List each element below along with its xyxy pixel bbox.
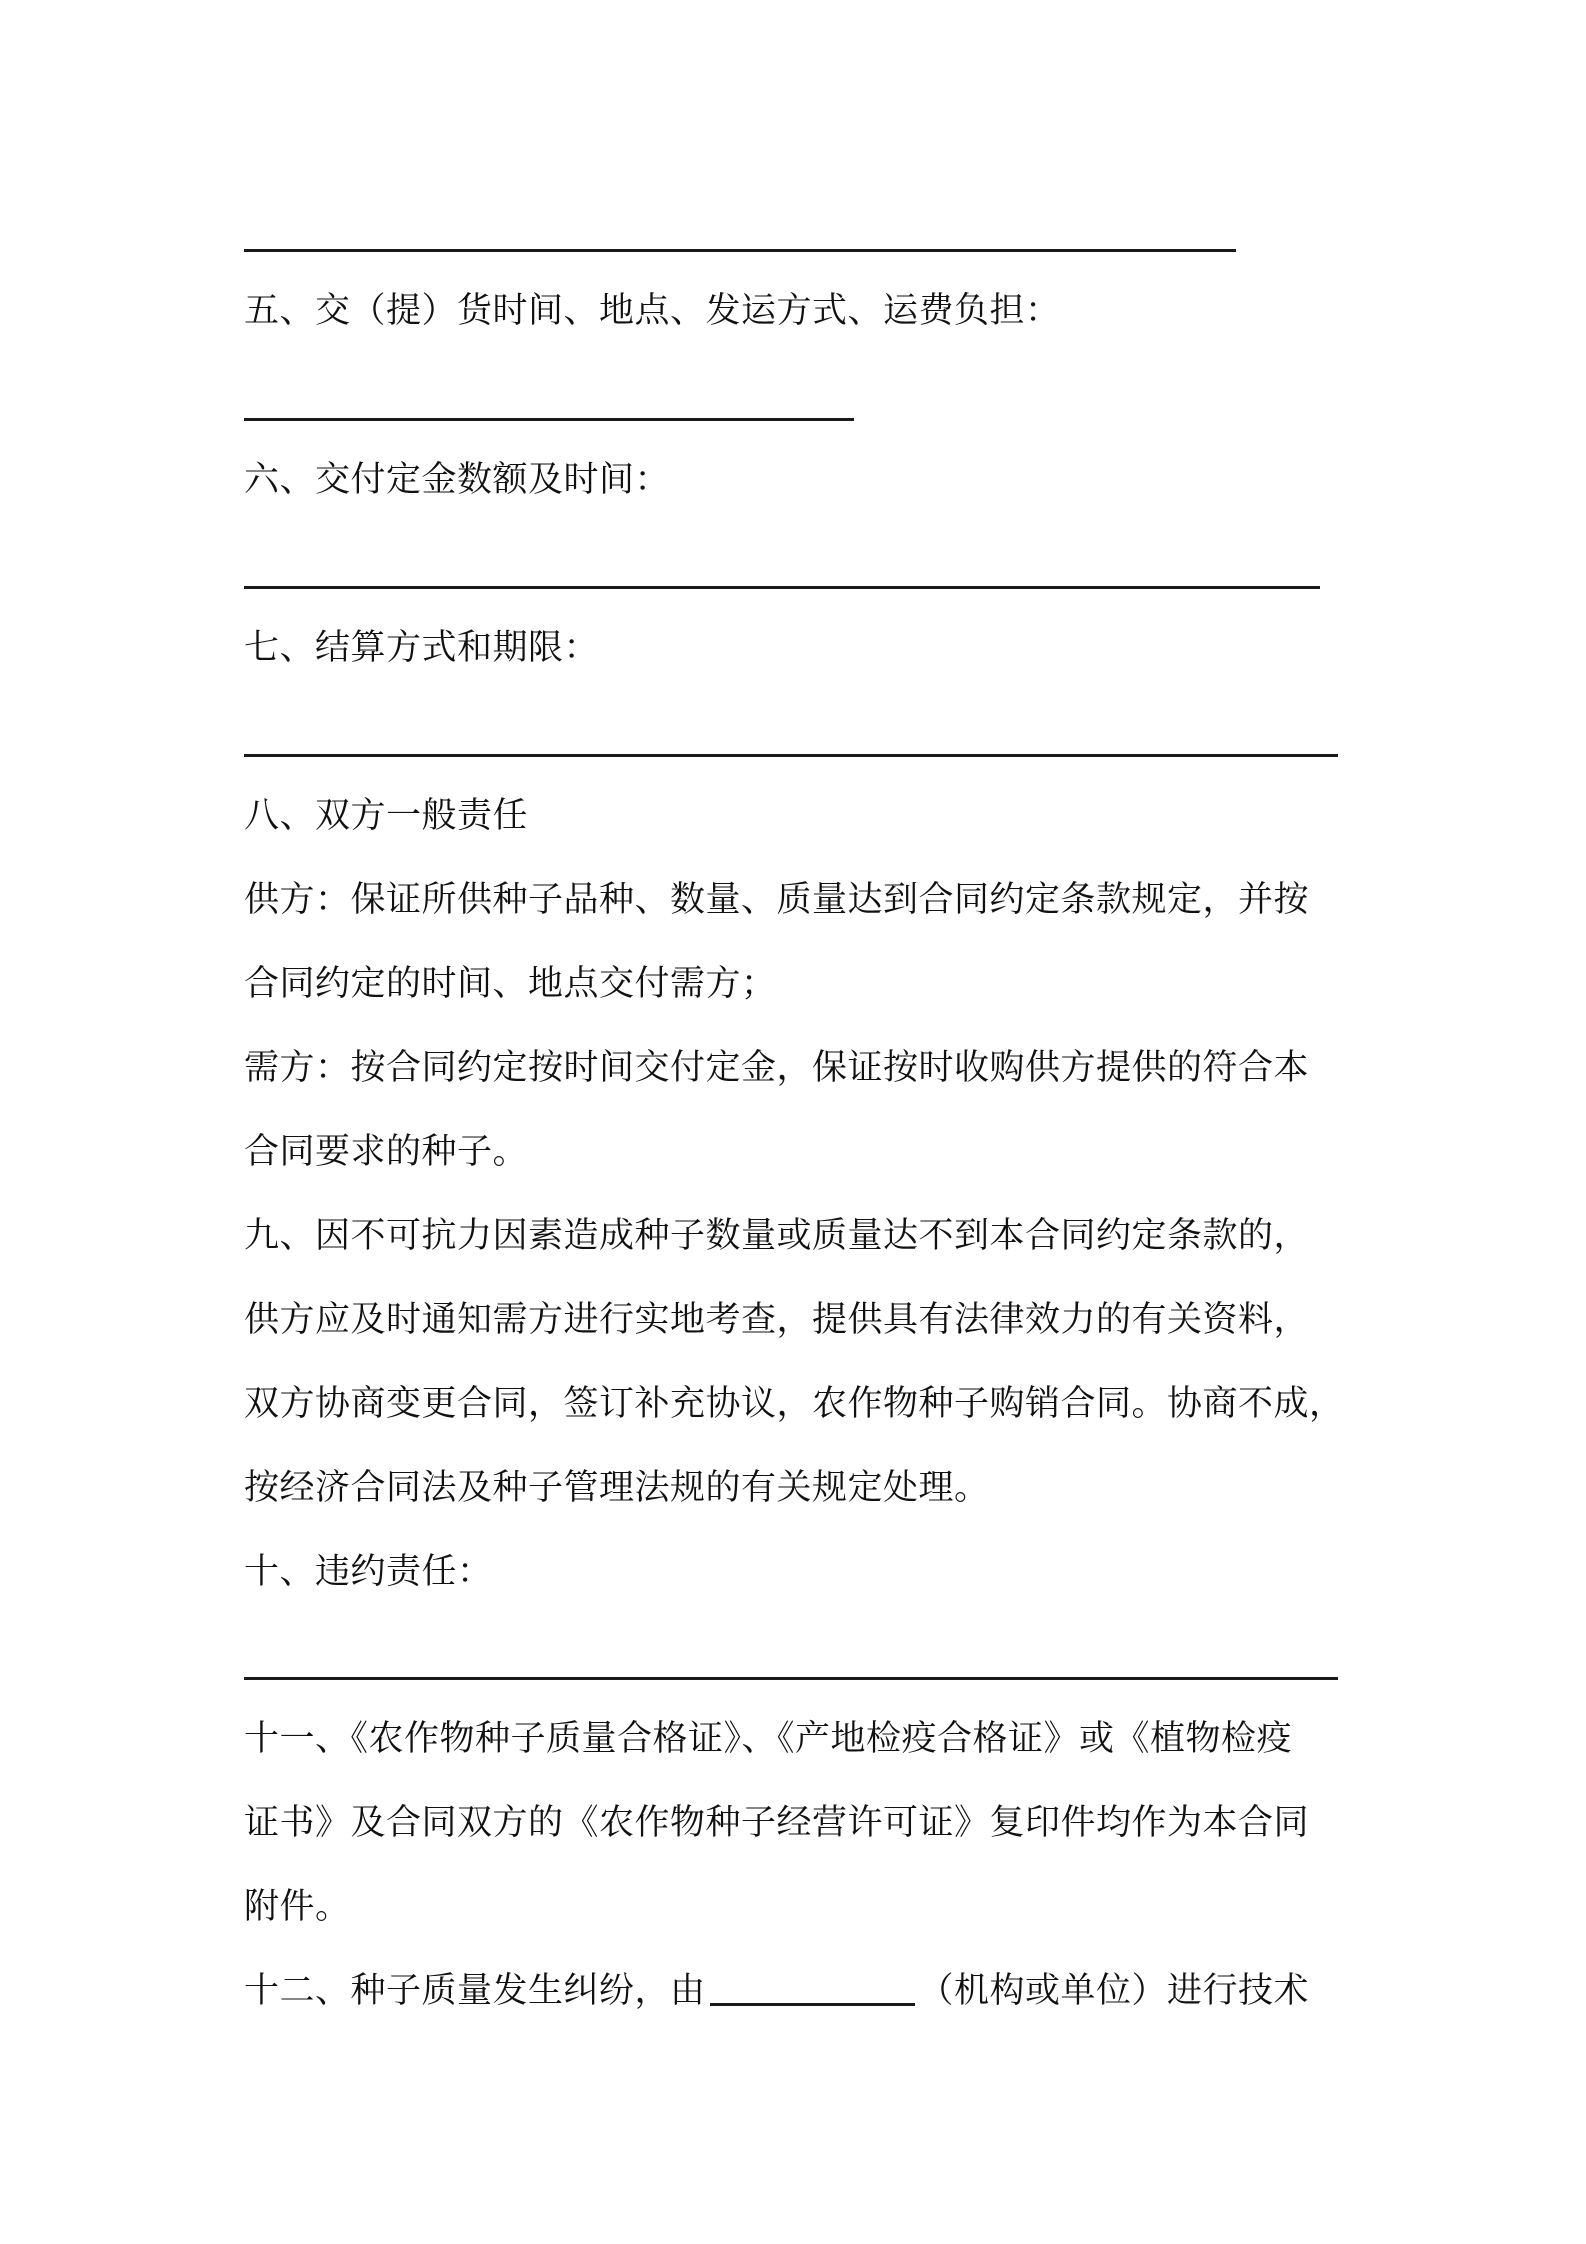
section-10-heading: 十、违约责任： xyxy=(244,1552,493,1592)
section-9-line-1: 九、因不可抗力因素造成种子数量或质量达不到本合同约定条款的， xyxy=(244,1216,1310,1256)
section-12-line-1 xyxy=(244,1967,1309,2015)
section-11-line-1: 十一、《农作物种子质量合格证》、《产地检疫合格证》或《植物检疫 xyxy=(244,1719,1293,1759)
section-5-heading: 五、交（提）货时间、地点、发运方式、运费负担： xyxy=(244,291,1061,331)
fill-in-blank-line xyxy=(244,418,854,421)
fill-in-blank-line xyxy=(244,586,1320,589)
section-8-supplier-line-2: 合同约定的时间、地点交付需方； xyxy=(244,964,777,1004)
section-12-text-before-blank: 十二、种子质量发生纠纷，由 xyxy=(244,1971,706,2011)
section-8-supplier-line-1: 供方：保证所供种子品种、数量、质量达到合同约定条款规定，并按 xyxy=(244,880,1310,920)
section-12-text-after-blank: （机构或单位）进行技术 xyxy=(918,1971,1310,2011)
fill-in-blank-line xyxy=(244,754,1338,757)
fill-in-blank-line xyxy=(244,1677,1338,1680)
section-9-line-4: 按经济合同法及种子管理法规的有关规定处理。 xyxy=(244,1468,990,1508)
section-6-heading: 六、交付定金数额及时间： xyxy=(244,460,671,500)
section-7-heading: 七、结算方式和期限： xyxy=(244,628,600,668)
section-11-line-3: 附件。 xyxy=(244,1887,351,1927)
section-9-line-3: 双方协商变更合同，签订补充协议，农作物种子购销合同。协商不成， xyxy=(244,1384,1345,1424)
section-11-line-2: 证书》及合同双方的《农作物种子经营许可证》复印件均作为本合同 xyxy=(244,1803,1310,1843)
section-8-buyer-line-1: 需方：按合同约定按时间交付定金，保证按时收购供方提供的符合本 xyxy=(244,1048,1310,1088)
section-8-heading: 八、双方一般责任 xyxy=(244,796,529,836)
fill-in-blank-line xyxy=(244,249,1236,252)
section-9-line-2: 供方应及时通知需方进行实地考查，提供具有法律效力的有关资料， xyxy=(244,1300,1310,1340)
section-8-buyer-line-2: 合同要求的种子。 xyxy=(244,1132,529,1172)
inline-fill-in-blank xyxy=(710,2003,915,2006)
